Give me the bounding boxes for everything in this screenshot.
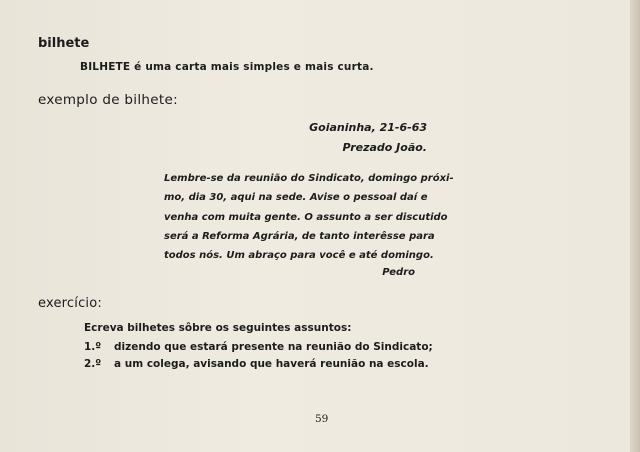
bilhete-definition: BILHETE é uma carta mais simples e mais curta. — [80, 61, 374, 73]
section-heading-exemplo: exemplo de bilhete: — [38, 92, 178, 108]
exercise-item — [84, 358, 429, 370]
page-number: 59 — [315, 413, 329, 425]
exercise-instruction: Ecreva bilhetes sôbre os seguintes assuntos: — [84, 322, 352, 334]
exercise-item-number: 1.º — [84, 341, 102, 353]
letter-line: venha com muita gente. O assunto a ser discutido — [164, 211, 448, 223]
exercise-item-number: 2.º — [84, 358, 102, 370]
letter-line: todos nós. Um abraço para você e até domingo. — [164, 250, 434, 262]
example-signature: Pedro — [382, 267, 415, 278]
exercise-item-text: a um colega, avisando que haverá reunião na escola. — [114, 358, 429, 370]
section-heading-exercicio: exercício: — [38, 296, 102, 311]
exercise-item-text: dizendo que estará presente na reunião do Sindicato; — [114, 341, 433, 353]
letter-line: Lembre-se da reunião do Sindicato, domingo próxi- — [164, 173, 454, 184]
example-letter-body — [164, 169, 454, 265]
letter-line: será a Reforma Agrária, de tanto interêsse para — [164, 230, 435, 242]
example-date: Goianinha, 21-6-63 — [309, 121, 427, 134]
exercise-item — [84, 341, 433, 353]
section-heading-bilhete: bilhete — [38, 36, 90, 51]
example-greeting: Prezado João. — [342, 141, 427, 154]
letter-line: mo, dia 30, aqui na sede. Avise o pessoal daí e — [164, 192, 428, 204]
page-gutter-shadow — [630, 0, 640, 452]
